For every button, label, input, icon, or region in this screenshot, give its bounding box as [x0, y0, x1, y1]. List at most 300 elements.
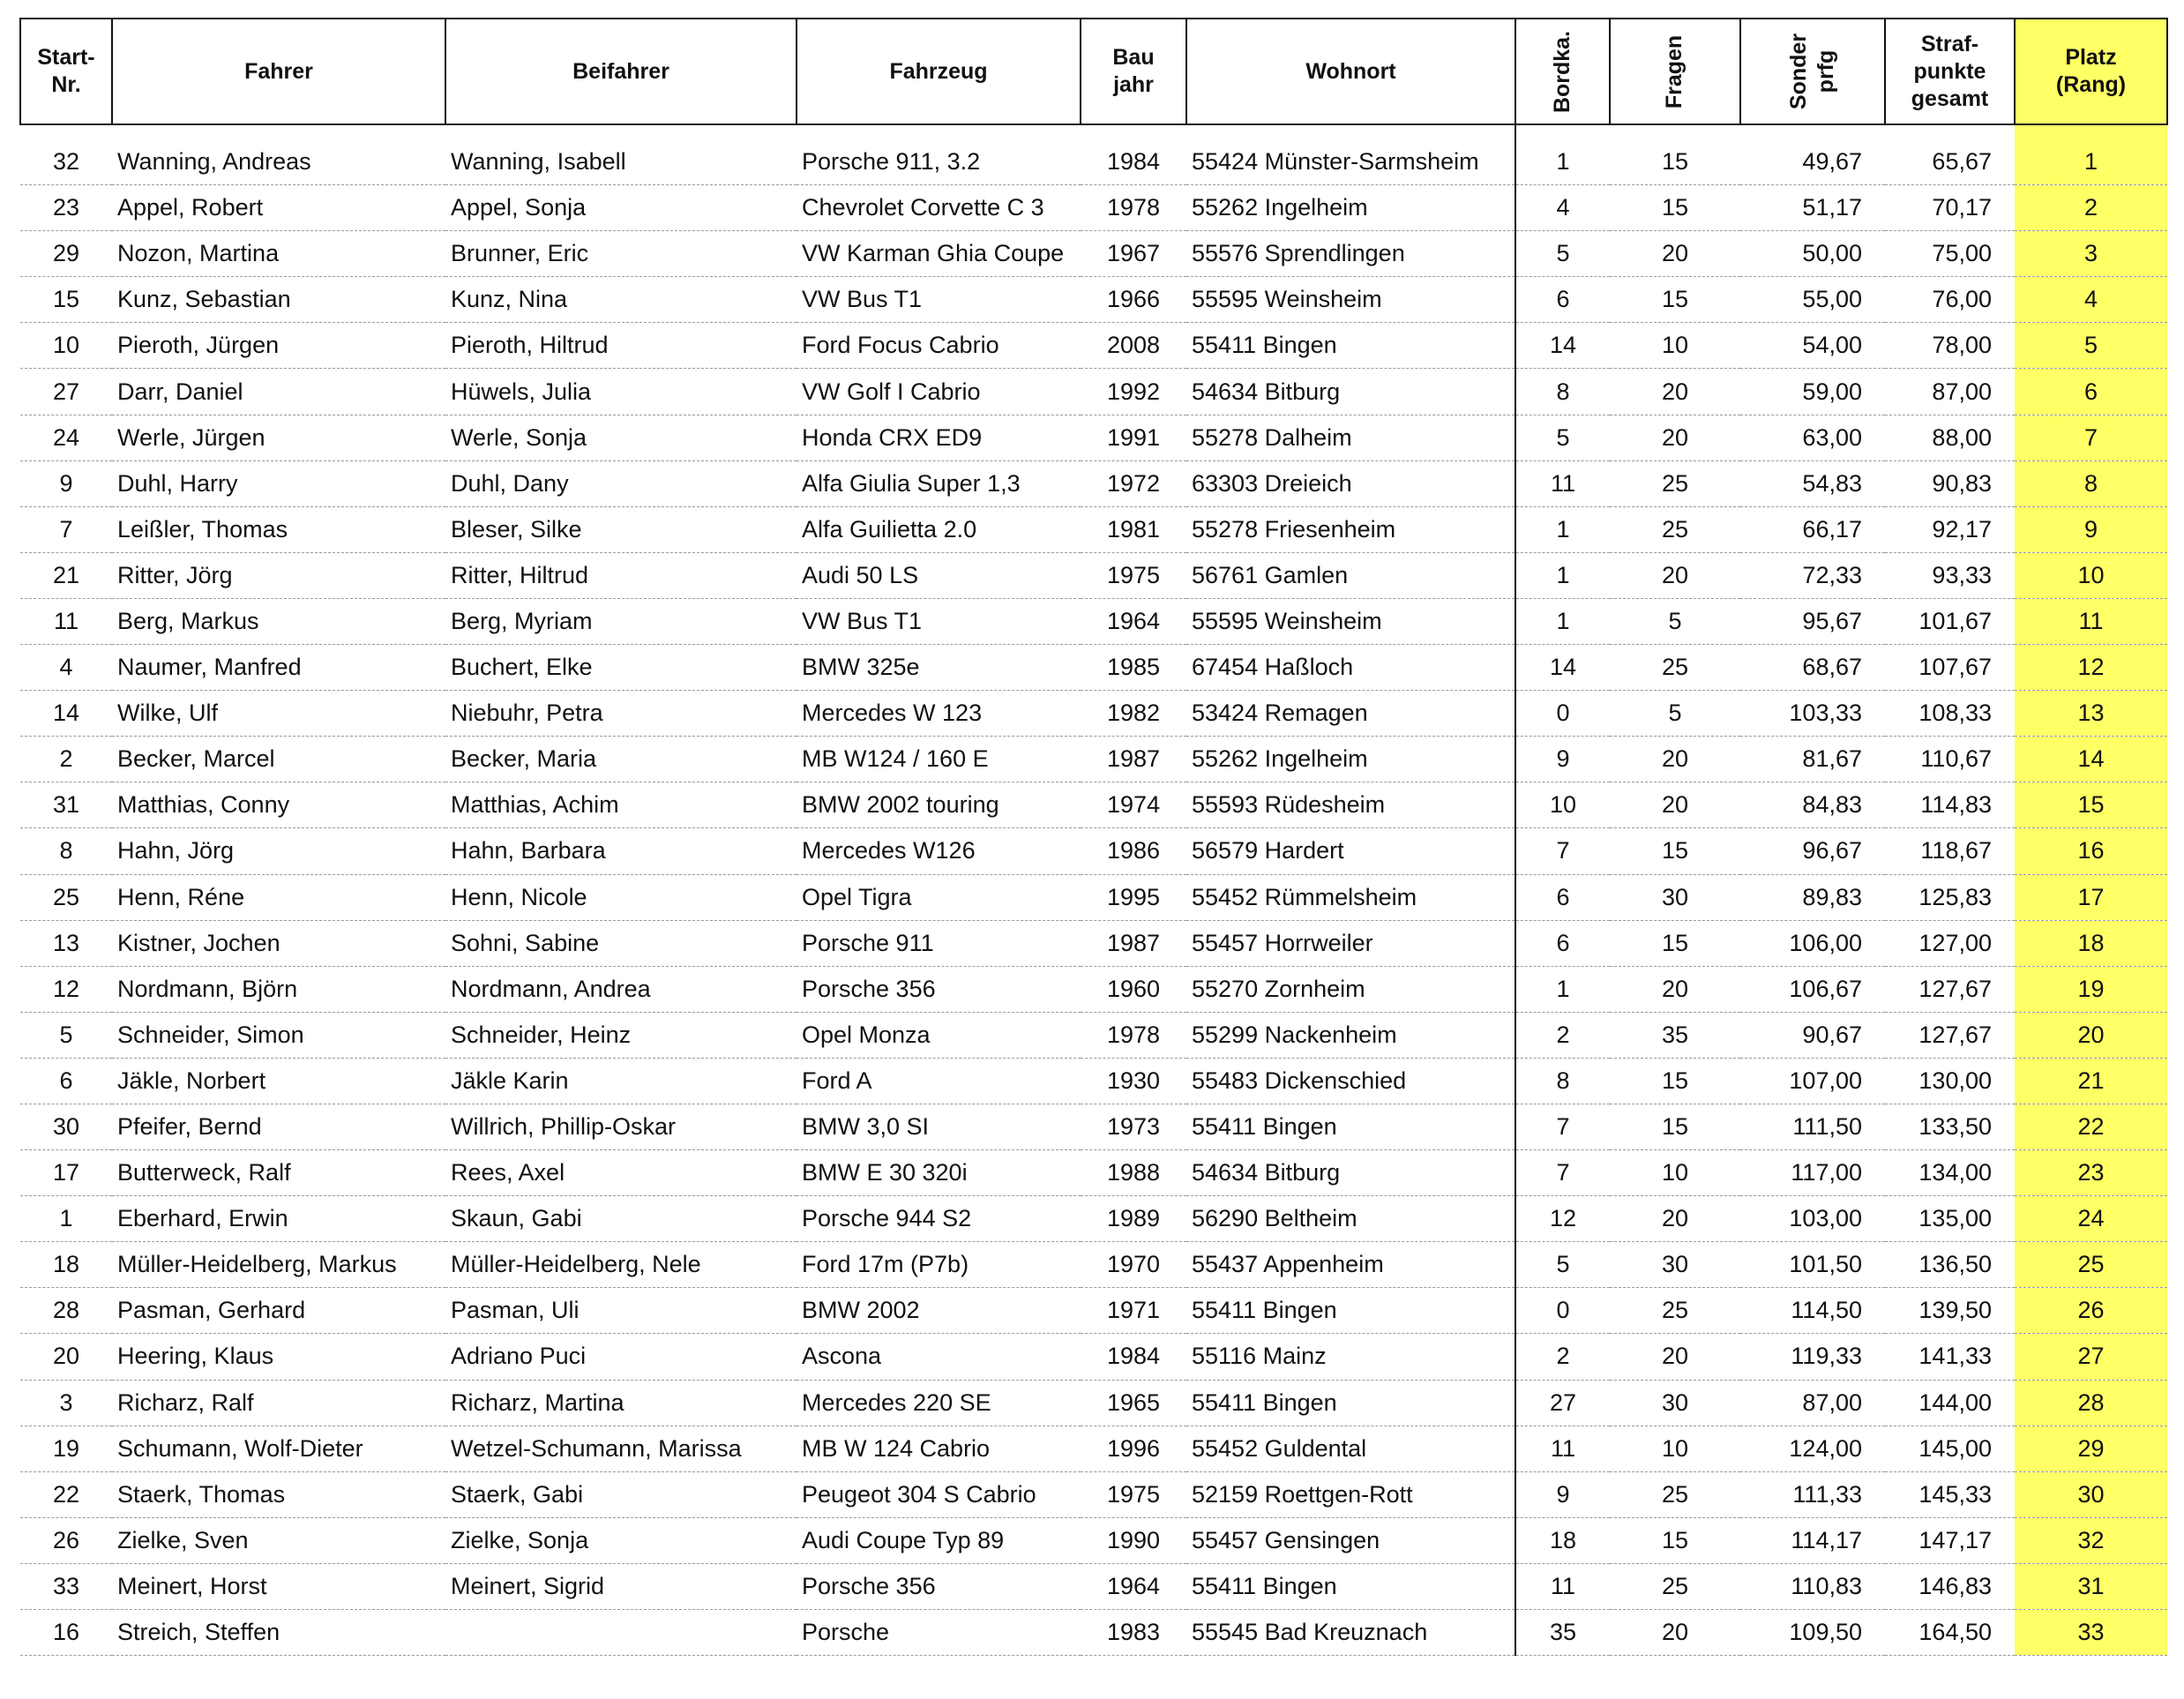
- cell-beifahrer: Ritter, Hiltrud: [445, 552, 797, 598]
- cell-wohnort: 55278 Dalheim: [1186, 415, 1515, 460]
- cell-fahrer: Leißler, Thomas: [112, 506, 445, 552]
- results-body: [20, 124, 2167, 1656]
- cell-fahrzeug: Ford 17m (P7b): [797, 1242, 1081, 1288]
- cell-fahrer: Nozon, Martina: [112, 231, 445, 277]
- cell-fahrzeug: Audi 50 LS: [797, 552, 1081, 598]
- cell-bordka: 11: [1515, 1563, 1610, 1609]
- cell-platz: 14: [2015, 737, 2167, 782]
- cell-fragen: 30: [1610, 1380, 1740, 1426]
- table-row: [20, 1426, 2167, 1471]
- cell-sonder: 111,50: [1740, 1104, 1885, 1149]
- cell-beifahrer: Brunner, Eric: [445, 231, 797, 277]
- cell-beifahrer: Duhl, Dany: [445, 460, 797, 506]
- table-row: [20, 185, 2167, 231]
- cell-fahrer: Werle, Jürgen: [112, 415, 445, 460]
- cell-wohnort: 55437 Appenheim: [1186, 1242, 1515, 1288]
- header-fahrzeug: Fahrzeug: [797, 19, 1081, 124]
- cell-wohnort: 54634 Bitburg: [1186, 1150, 1515, 1196]
- cell-fragen: 20: [1610, 1196, 1740, 1242]
- cell-sonder: 110,83: [1740, 1563, 1885, 1609]
- cell-sonder: 107,00: [1740, 1058, 1885, 1104]
- cell-sonder: 68,67: [1740, 645, 1885, 691]
- cell-sonder: 84,83: [1740, 782, 1885, 828]
- cell-startnr: 11: [20, 598, 112, 644]
- table-row: [20, 1610, 2167, 1656]
- cell-platz: 33: [2015, 1610, 2167, 1656]
- table-row: [20, 460, 2167, 506]
- table-row: [20, 323, 2167, 369]
- table-row: [20, 277, 2167, 323]
- cell-baujahr: 1992: [1081, 369, 1186, 415]
- cell-bordka: 11: [1515, 460, 1610, 506]
- cell-fahrzeug: Porsche 911: [797, 920, 1081, 966]
- cell-fahrzeug: Opel Tigra: [797, 874, 1081, 920]
- cell-fahrzeug: BMW E 30 320i: [797, 1150, 1081, 1196]
- cell-fahrer: Pasman, Gerhard: [112, 1288, 445, 1334]
- cell-baujahr: 1989: [1081, 1196, 1186, 1242]
- cell-beifahrer: Skaun, Gabi: [445, 1196, 797, 1242]
- cell-fahrzeug: VW Bus T1: [797, 598, 1081, 644]
- cell-sonder: 81,67: [1740, 737, 1885, 782]
- cell-wohnort: 67454 Haßloch: [1186, 645, 1515, 691]
- cell-sonder: 119,33: [1740, 1334, 1885, 1380]
- cell-fahrer: Schumann, Wolf-Dieter: [112, 1426, 445, 1471]
- cell-fragen: 35: [1610, 1012, 1740, 1058]
- cell-strafpunkte: 133,50: [1885, 1104, 2015, 1149]
- cell-wohnort: 52159 Roettgen-Rott: [1186, 1471, 1515, 1517]
- cell-sonder: 114,50: [1740, 1288, 1885, 1334]
- header-startnr: Start- Nr.: [20, 19, 112, 124]
- table-row: [20, 1380, 2167, 1426]
- cell-startnr: 13: [20, 920, 112, 966]
- cell-platz: 10: [2015, 552, 2167, 598]
- cell-strafpunkte: 134,00: [1885, 1150, 2015, 1196]
- cell-baujahr: 1971: [1081, 1288, 1186, 1334]
- cell-platz: 27: [2015, 1334, 2167, 1380]
- table-row: [20, 874, 2167, 920]
- cell-fragen: 20: [1610, 369, 1740, 415]
- cell-fragen: 20: [1610, 737, 1740, 782]
- cell-baujahr: 1967: [1081, 231, 1186, 277]
- table-row: [20, 1058, 2167, 1104]
- cell-platz: 11: [2015, 598, 2167, 644]
- cell-bordka: 9: [1515, 1471, 1610, 1517]
- cell-platz: 23: [2015, 1150, 2167, 1196]
- cell-startnr: 25: [20, 874, 112, 920]
- cell-startnr: 15: [20, 277, 112, 323]
- cell-beifahrer: Rees, Axel: [445, 1150, 797, 1196]
- cell-baujahr: 1984: [1081, 139, 1186, 185]
- cell-strafpunkte: 92,17: [1885, 506, 2015, 552]
- cell-bordka: 8: [1515, 1058, 1610, 1104]
- cell-wohnort: 55483 Dickenschied: [1186, 1058, 1515, 1104]
- cell-startnr: 23: [20, 185, 112, 231]
- cell-wohnort: 55299 Nackenheim: [1186, 1012, 1515, 1058]
- cell-fragen: 15: [1610, 1517, 1740, 1563]
- cell-startnr: 20: [20, 1334, 112, 1380]
- cell-strafpunkte: 65,67: [1885, 139, 2015, 185]
- cell-baujahr: 1982: [1081, 691, 1186, 737]
- cell-strafpunkte: 75,00: [1885, 231, 2015, 277]
- cell-platz: 15: [2015, 782, 2167, 828]
- cell-strafpunkte: 136,50: [1885, 1242, 2015, 1288]
- cell-fahrer: Kistner, Jochen: [112, 920, 445, 966]
- cell-sonder: 103,33: [1740, 691, 1885, 737]
- cell-wohnort: 55411 Bingen: [1186, 1563, 1515, 1609]
- cell-wohnort: 55452 Rümmelsheim: [1186, 874, 1515, 920]
- table-row: [20, 1150, 2167, 1196]
- cell-strafpunkte: 147,17: [1885, 1517, 2015, 1563]
- cell-fahrer: Wanning, Andreas: [112, 139, 445, 185]
- cell-sonder: 89,83: [1740, 874, 1885, 920]
- cell-fahrzeug: BMW 2002: [797, 1288, 1081, 1334]
- cell-fragen: 25: [1610, 506, 1740, 552]
- cell-fragen: 20: [1610, 1334, 1740, 1380]
- cell-fahrzeug: Ford Focus Cabrio: [797, 323, 1081, 369]
- cell-baujahr: 1965: [1081, 1380, 1186, 1426]
- cell-startnr: 14: [20, 691, 112, 737]
- cell-wohnort: 55457 Horrweiler: [1186, 920, 1515, 966]
- cell-baujahr: 1984: [1081, 1334, 1186, 1380]
- header-wohnort: Wohnort: [1186, 19, 1515, 124]
- cell-bordka: 7: [1515, 1150, 1610, 1196]
- cell-sonder: 63,00: [1740, 415, 1885, 460]
- cell-fragen: 25: [1610, 460, 1740, 506]
- cell-fragen: 20: [1610, 415, 1740, 460]
- cell-platz: 9: [2015, 506, 2167, 552]
- cell-strafpunkte: 164,50: [1885, 1610, 2015, 1656]
- cell-startnr: 9: [20, 460, 112, 506]
- cell-startnr: 33: [20, 1563, 112, 1609]
- cell-strafpunkte: 139,50: [1885, 1288, 2015, 1334]
- cell-fahrer: Duhl, Harry: [112, 460, 445, 506]
- cell-strafpunkte: 76,00: [1885, 277, 2015, 323]
- table-row: [20, 1471, 2167, 1517]
- cell-beifahrer: Müller-Heidelberg, Nele: [445, 1242, 797, 1288]
- cell-fahrer: Kunz, Sebastian: [112, 277, 445, 323]
- cell-bordka: 6: [1515, 874, 1610, 920]
- cell-platz: 26: [2015, 1288, 2167, 1334]
- cell-wohnort: 56761 Gamlen: [1186, 552, 1515, 598]
- cell-sonder: 59,00: [1740, 369, 1885, 415]
- cell-fahrer: Matthias, Conny: [112, 782, 445, 828]
- cell-beifahrer: Sohni, Sabine: [445, 920, 797, 966]
- table-row: [20, 506, 2167, 552]
- cell-strafpunkte: 114,83: [1885, 782, 2015, 828]
- cell-fragen: 5: [1610, 598, 1740, 644]
- cell-startnr: 22: [20, 1471, 112, 1517]
- cell-baujahr: 1986: [1081, 828, 1186, 874]
- cell-strafpunkte: 70,17: [1885, 185, 2015, 231]
- cell-beifahrer: Wanning, Isabell: [445, 139, 797, 185]
- table-row: [20, 1334, 2167, 1380]
- table-row: [20, 1288, 2167, 1334]
- cell-platz: 17: [2015, 874, 2167, 920]
- cell-sonder: 101,50: [1740, 1242, 1885, 1288]
- cell-platz: 30: [2015, 1471, 2167, 1517]
- table-row: [20, 920, 2167, 966]
- results-table: [19, 18, 2168, 1656]
- cell-fragen: 25: [1610, 1288, 1740, 1334]
- cell-beifahrer: Jäkle Karin: [445, 1058, 797, 1104]
- cell-fragen: 25: [1610, 1471, 1740, 1517]
- table-row: [20, 552, 2167, 598]
- cell-platz: 8: [2015, 460, 2167, 506]
- cell-wohnort: 55262 Ingelheim: [1186, 185, 1515, 231]
- cell-fragen: 20: [1610, 231, 1740, 277]
- cell-fragen: 15: [1610, 277, 1740, 323]
- cell-fahrer: Richarz, Ralf: [112, 1380, 445, 1426]
- cell-wohnort: 55595 Weinsheim: [1186, 277, 1515, 323]
- header-row: [20, 19, 2167, 124]
- cell-startnr: 7: [20, 506, 112, 552]
- cell-startnr: 24: [20, 415, 112, 460]
- results-sheet: [19, 18, 2166, 1656]
- cell-sonder: 51,17: [1740, 185, 1885, 231]
- cell-platz: 32: [2015, 1517, 2167, 1563]
- cell-fahrzeug: MB W 124 Cabrio: [797, 1426, 1081, 1471]
- cell-startnr: 27: [20, 369, 112, 415]
- cell-bordka: 1: [1515, 598, 1610, 644]
- cell-fragen: 20: [1610, 966, 1740, 1012]
- cell-fahrer: Streich, Steffen: [112, 1610, 445, 1656]
- header-bordka: Bordka.: [1515, 19, 1610, 124]
- cell-platz: 7: [2015, 415, 2167, 460]
- cell-baujahr: 1995: [1081, 874, 1186, 920]
- cell-fragen: 15: [1610, 1058, 1740, 1104]
- cell-startnr: 32: [20, 139, 112, 185]
- cell-bordka: 11: [1515, 1426, 1610, 1471]
- table-row: [20, 415, 2167, 460]
- cell-strafpunkte: 125,83: [1885, 874, 2015, 920]
- cell-platz: 21: [2015, 1058, 2167, 1104]
- cell-fahrzeug: BMW 3,0 SI: [797, 1104, 1081, 1149]
- cell-wohnort: 54634 Bitburg: [1186, 369, 1515, 415]
- cell-wohnort: 55411 Bingen: [1186, 1380, 1515, 1426]
- cell-bordka: 2: [1515, 1012, 1610, 1058]
- header-fahrer: Fahrer: [112, 19, 445, 124]
- cell-startnr: 3: [20, 1380, 112, 1426]
- cell-baujahr: 1975: [1081, 552, 1186, 598]
- cell-fahrzeug: Mercedes W 123: [797, 691, 1081, 737]
- cell-fahrer: Hahn, Jörg: [112, 828, 445, 874]
- cell-platz: 29: [2015, 1426, 2167, 1471]
- cell-platz: 22: [2015, 1104, 2167, 1149]
- cell-startnr: 16: [20, 1610, 112, 1656]
- cell-platz: 28: [2015, 1380, 2167, 1426]
- cell-fragen: 25: [1610, 1563, 1740, 1609]
- cell-baujahr: 1970: [1081, 1242, 1186, 1288]
- cell-strafpunkte: 107,67: [1885, 645, 2015, 691]
- cell-fahrer: Darr, Daniel: [112, 369, 445, 415]
- cell-fragen: 20: [1610, 552, 1740, 598]
- cell-bordka: 5: [1515, 231, 1610, 277]
- cell-baujahr: 1981: [1081, 506, 1186, 552]
- cell-bordka: 1: [1515, 506, 1610, 552]
- cell-strafpunkte: 127,00: [1885, 920, 2015, 966]
- cell-sonder: 66,17: [1740, 506, 1885, 552]
- cell-platz: 16: [2015, 828, 2167, 874]
- cell-bordka: 7: [1515, 828, 1610, 874]
- table-row: [20, 966, 2167, 1012]
- cell-sonder: 90,67: [1740, 1012, 1885, 1058]
- cell-beifahrer: Matthias, Achim: [445, 782, 797, 828]
- cell-fahrzeug: Audi Coupe Typ 89: [797, 1517, 1081, 1563]
- cell-strafpunkte: 135,00: [1885, 1196, 2015, 1242]
- cell-sonder: 117,00: [1740, 1150, 1885, 1196]
- cell-beifahrer: Pasman, Uli: [445, 1288, 797, 1334]
- cell-fahrer: Henn, Réne: [112, 874, 445, 920]
- cell-beifahrer: Becker, Maria: [445, 737, 797, 782]
- cell-baujahr: 1987: [1081, 737, 1186, 782]
- cell-fahrer: Butterweck, Ralf: [112, 1150, 445, 1196]
- cell-strafpunkte: 93,33: [1885, 552, 2015, 598]
- cell-fahrzeug: MB W124 / 160 E: [797, 737, 1081, 782]
- cell-bordka: 10: [1515, 782, 1610, 828]
- cell-sonder: 114,17: [1740, 1517, 1885, 1563]
- cell-baujahr: 1991: [1081, 415, 1186, 460]
- table-row: [20, 1012, 2167, 1058]
- cell-sonder: 54,83: [1740, 460, 1885, 506]
- cell-bordka: 5: [1515, 415, 1610, 460]
- cell-platz: 4: [2015, 277, 2167, 323]
- cell-strafpunkte: 127,67: [1885, 966, 2015, 1012]
- cell-strafpunkte: 141,33: [1885, 1334, 2015, 1380]
- cell-fahrer: Müller-Heidelberg, Markus: [112, 1242, 445, 1288]
- cell-strafpunkte: 145,33: [1885, 1471, 2015, 1517]
- cell-fahrer: Meinert, Horst: [112, 1563, 445, 1609]
- cell-fragen: 15: [1610, 828, 1740, 874]
- cell-fahrzeug: Alfa Guilietta 2.0: [797, 506, 1081, 552]
- header-strafpunkte: Straf- punkte gesamt: [1885, 19, 2015, 124]
- cell-fragen: 15: [1610, 1104, 1740, 1149]
- cell-strafpunkte: 101,67: [1885, 598, 2015, 644]
- cell-baujahr: 1964: [1081, 598, 1186, 644]
- cell-fragen: 20: [1610, 1610, 1740, 1656]
- cell-wohnort: 55593 Rüdesheim: [1186, 782, 1515, 828]
- cell-fahrer: Pieroth, Jürgen: [112, 323, 445, 369]
- cell-wohnort: 55452 Guldental: [1186, 1426, 1515, 1471]
- cell-fahrzeug: Mercedes W126: [797, 828, 1081, 874]
- header-beifahrer: Beifahrer: [445, 19, 797, 124]
- cell-sonder: 54,00: [1740, 323, 1885, 369]
- table-row: [20, 737, 2167, 782]
- cell-fahrer: Eberhard, Erwin: [112, 1196, 445, 1242]
- cell-fragen: 5: [1610, 691, 1740, 737]
- cell-wohnort: 55457 Gensingen: [1186, 1517, 1515, 1563]
- cell-fahrer: Nordmann, Björn: [112, 966, 445, 1012]
- cell-bordka: 2: [1515, 1334, 1610, 1380]
- cell-baujahr: 1985: [1081, 645, 1186, 691]
- cell-strafpunkte: 78,00: [1885, 323, 2015, 369]
- cell-fahrzeug: Opel Monza: [797, 1012, 1081, 1058]
- table-row: [20, 1563, 2167, 1609]
- cell-wohnort: 55411 Bingen: [1186, 323, 1515, 369]
- cell-fahrzeug: Porsche 911, 3.2: [797, 139, 1081, 185]
- cell-fragen: 10: [1610, 1426, 1740, 1471]
- cell-beifahrer: Appel, Sonja: [445, 185, 797, 231]
- cell-bordka: 18: [1515, 1517, 1610, 1563]
- cell-fahrer: Appel, Robert: [112, 185, 445, 231]
- cell-fragen: 25: [1610, 645, 1740, 691]
- cell-baujahr: 1990: [1081, 1517, 1186, 1563]
- cell-beifahrer: Niebuhr, Petra: [445, 691, 797, 737]
- cell-startnr: 5: [20, 1012, 112, 1058]
- cell-sonder: 106,00: [1740, 920, 1885, 966]
- cell-baujahr: 1964: [1081, 1563, 1186, 1609]
- cell-platz: 24: [2015, 1196, 2167, 1242]
- cell-fahrzeug: Peugeot 304 S Cabrio: [797, 1471, 1081, 1517]
- cell-fahrzeug: Ascona: [797, 1334, 1081, 1380]
- cell-bordka: 1: [1515, 139, 1610, 185]
- cell-startnr: 29: [20, 231, 112, 277]
- cell-fragen: 10: [1610, 323, 1740, 369]
- cell-fahrzeug: Alfa Giulia Super 1,3: [797, 460, 1081, 506]
- cell-startnr: 26: [20, 1517, 112, 1563]
- cell-fragen: 10: [1610, 1150, 1740, 1196]
- cell-sonder: 103,00: [1740, 1196, 1885, 1242]
- cell-startnr: 4: [20, 645, 112, 691]
- cell-sonder: 87,00: [1740, 1380, 1885, 1426]
- cell-wohnort: 55411 Bingen: [1186, 1104, 1515, 1149]
- cell-fahrzeug: BMW 2002 touring: [797, 782, 1081, 828]
- cell-beifahrer: Hüwels, Julia: [445, 369, 797, 415]
- cell-wohnort: 55262 Ingelheim: [1186, 737, 1515, 782]
- cell-beifahrer: Meinert, Sigrid: [445, 1563, 797, 1609]
- cell-bordka: 6: [1515, 920, 1610, 966]
- table-row: [20, 645, 2167, 691]
- cell-platz: 1: [2015, 139, 2167, 185]
- cell-startnr: 17: [20, 1150, 112, 1196]
- cell-fahrzeug: Porsche: [797, 1610, 1081, 1656]
- cell-strafpunkte: 88,00: [1885, 415, 2015, 460]
- cell-fahrzeug: Porsche 944 S2: [797, 1196, 1081, 1242]
- cell-wohnort: 55424 Münster-Sarmsheim: [1186, 139, 1515, 185]
- cell-beifahrer: Buchert, Elke: [445, 645, 797, 691]
- cell-bordka: 0: [1515, 1288, 1610, 1334]
- cell-beifahrer: Staerk, Gabi: [445, 1471, 797, 1517]
- cell-startnr: 18: [20, 1242, 112, 1288]
- cell-baujahr: 1978: [1081, 1012, 1186, 1058]
- cell-beifahrer: Pieroth, Hiltrud: [445, 323, 797, 369]
- cell-baujahr: 1987: [1081, 920, 1186, 966]
- cell-wohnort: 55278 Friesenheim: [1186, 506, 1515, 552]
- cell-platz: 12: [2015, 645, 2167, 691]
- table-row: [20, 1517, 2167, 1563]
- cell-startnr: 30: [20, 1104, 112, 1149]
- cell-baujahr: 2008: [1081, 323, 1186, 369]
- cell-beifahrer: Richarz, Martina: [445, 1380, 797, 1426]
- cell-beifahrer: Bleser, Silke: [445, 506, 797, 552]
- cell-sonder: 49,67: [1740, 139, 1885, 185]
- cell-bordka: 14: [1515, 645, 1610, 691]
- table-row: [20, 369, 2167, 415]
- cell-fahrzeug: Porsche 356: [797, 1563, 1081, 1609]
- cell-strafpunkte: 87,00: [1885, 369, 2015, 415]
- cell-bordka: 8: [1515, 369, 1610, 415]
- header-fragen: Fragen: [1610, 19, 1740, 124]
- cell-platz: 6: [2015, 369, 2167, 415]
- table-row: [20, 139, 2167, 185]
- cell-sonder: 72,33: [1740, 552, 1885, 598]
- cell-wohnort: 55576 Sprendlingen: [1186, 231, 1515, 277]
- cell-startnr: 28: [20, 1288, 112, 1334]
- cell-bordka: 9: [1515, 737, 1610, 782]
- cell-sonder: 124,00: [1740, 1426, 1885, 1471]
- cell-fahrer: Jäkle, Norbert: [112, 1058, 445, 1104]
- cell-bordka: 0: [1515, 691, 1610, 737]
- cell-fahrer: Staerk, Thomas: [112, 1471, 445, 1517]
